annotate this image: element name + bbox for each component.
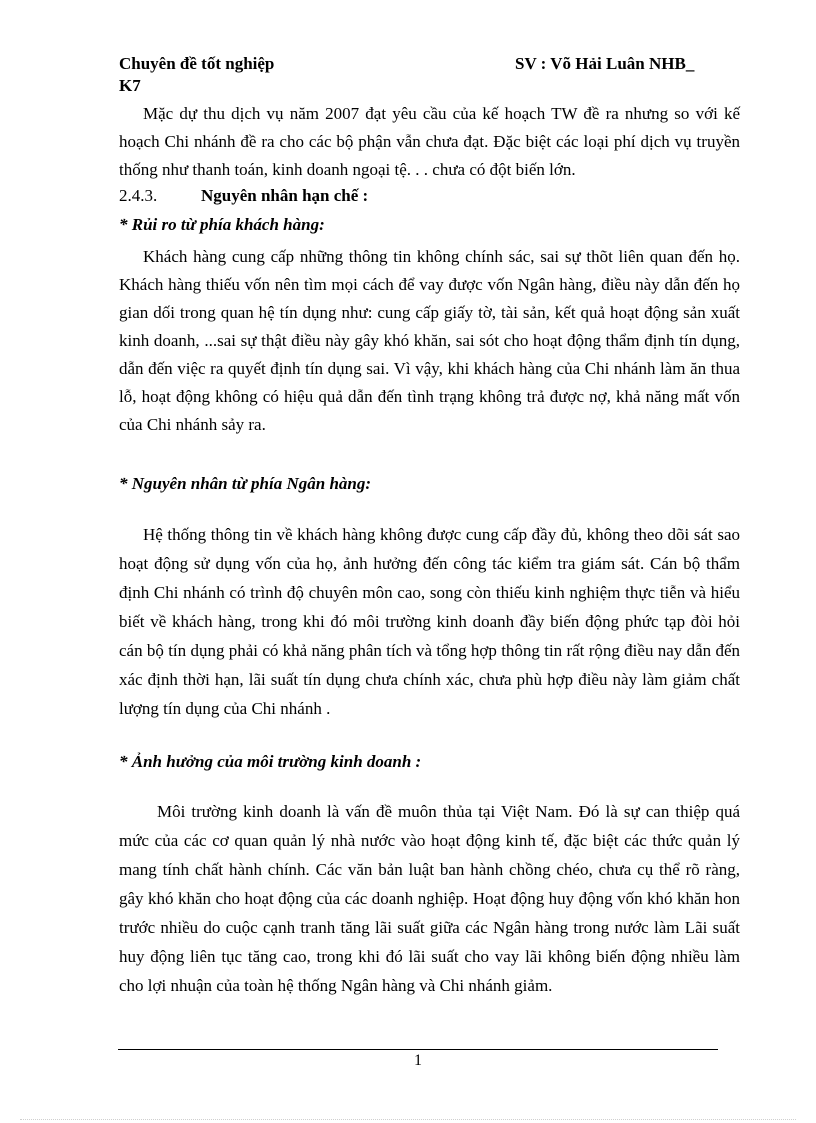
environment-paragraph: Môi trường kinh doanh là vấn đề muôn thủa tại Việt Nam. Đó là sự can thiệp quá mức của các cơ quan quản lý nhà nước vào hoạt động kinh tế, đặc biệt các thức quản lý mang tính chất hành chính. Các văn bản luật ban hành chồng chéo, chưa cụ thể rõ ràng, gây khó khăn cho hoạt động của các doanh nghiệp. Hoạt động huy động vốn khó khăn hon trước nhiều do cuộc cạnh tranh tăng lãi suất giữa các Ngân hàng trong nước làm Lãi suất huy động liên tục tăng cao, trong khi đó lãi suất cho vay lãi không biến động nhiều làm cho lợi nhuận của toàn hệ thống Ngân hàng và Chi nhánh giảm. [119,802,740,995]
footer-divider [118,1049,718,1050]
section-number: 2.4.3. [119,186,158,205]
section-heading [119,186,368,206]
bank-cause-paragraph: Hệ thống thông tin về khách hàng không được cung cấp đầy đủ, không theo dõi sát sao hoạt động sử dụng vốn của họ, ảnh hưởng đến công tác kiểm tra giám sát. Cán bộ thẩm định Chi nhánh có trình độ chuyên môn cao, song còn thiếu kinh nghiệm thực tiễn và hiểu biết về khách hàng, trong khi đó môi trường kinh doanh đầy biến động phức tạp đòi hỏi cán bộ tín dụng phải có khả năng phân tích và tổng hợp thông tin rất rộng điều nay dẫn đến xác định thời hạn, lãi suất tín dụng chưa chính xác, chưa phù hợp điều này làm giảm chất lượng tín dụng của Chi nhánh . [119,525,740,718]
subheading-business-environment: * Ảnh hưởng của môi trường kinh doanh : [119,752,422,771]
customer-risk-paragraph: Khách hàng cung cấp những thông tin không chính sác, sai sự thõt liên quan đến họ. Khách hàng thiếu vốn nên tìm mọi cách để vay được vốn Ngân hàng, điều này dẫn đến họ gian dối trong quan hệ tín dụng như: cung cấp giấy tờ, tài sản, kết quả hoạt động sản xuất kinh doanh, ...sai sự thật điều này gây khó khăn, sai sót cho hoạt động thẩm định tín dụng, dẫn đến việc ra quyết định tín dụng sai. Vì vậy, khi khách hàng của Chi nhánh làm ăn thua lỗ, hoạt động không có hiệu quả dẫn đến tình trạng không trả được nợ, khả năng mất vốn của Chi nhánh sảy ra. [119,247,740,434]
page-bottom-edge [20,1119,796,1120]
section-title: Nguyên nhân hạn chế : [201,186,369,205]
page-number: 1 [414,1052,422,1069]
intro-paragraph: Mặc dự thu dịch vụ năm 2007 đạt yêu cầu của kế hoạch TW đề ra nhưng so với kế hoạch Chi nhánh đề ra cho các bộ phận vẫn chưa đạt. Đặc biệt các loại phí dịch vụ truyền thống như thanh toán, kinh doanh ngoại tệ. . . chưa có đột biến lớn. [119,104,740,179]
subheading-bank-cause: * Nguyên nhân từ phía Ngân hàng: [119,474,372,493]
header-class-code: K7 [119,76,141,95]
subheading-customer-risk: * Rủi ro từ phía khách hàng: [119,215,325,234]
header-student-name: SV : Võ Hải Luân NHB_ [515,54,695,73]
header-thesis-title: Chuyên đề tốt nghiệp [119,54,275,73]
